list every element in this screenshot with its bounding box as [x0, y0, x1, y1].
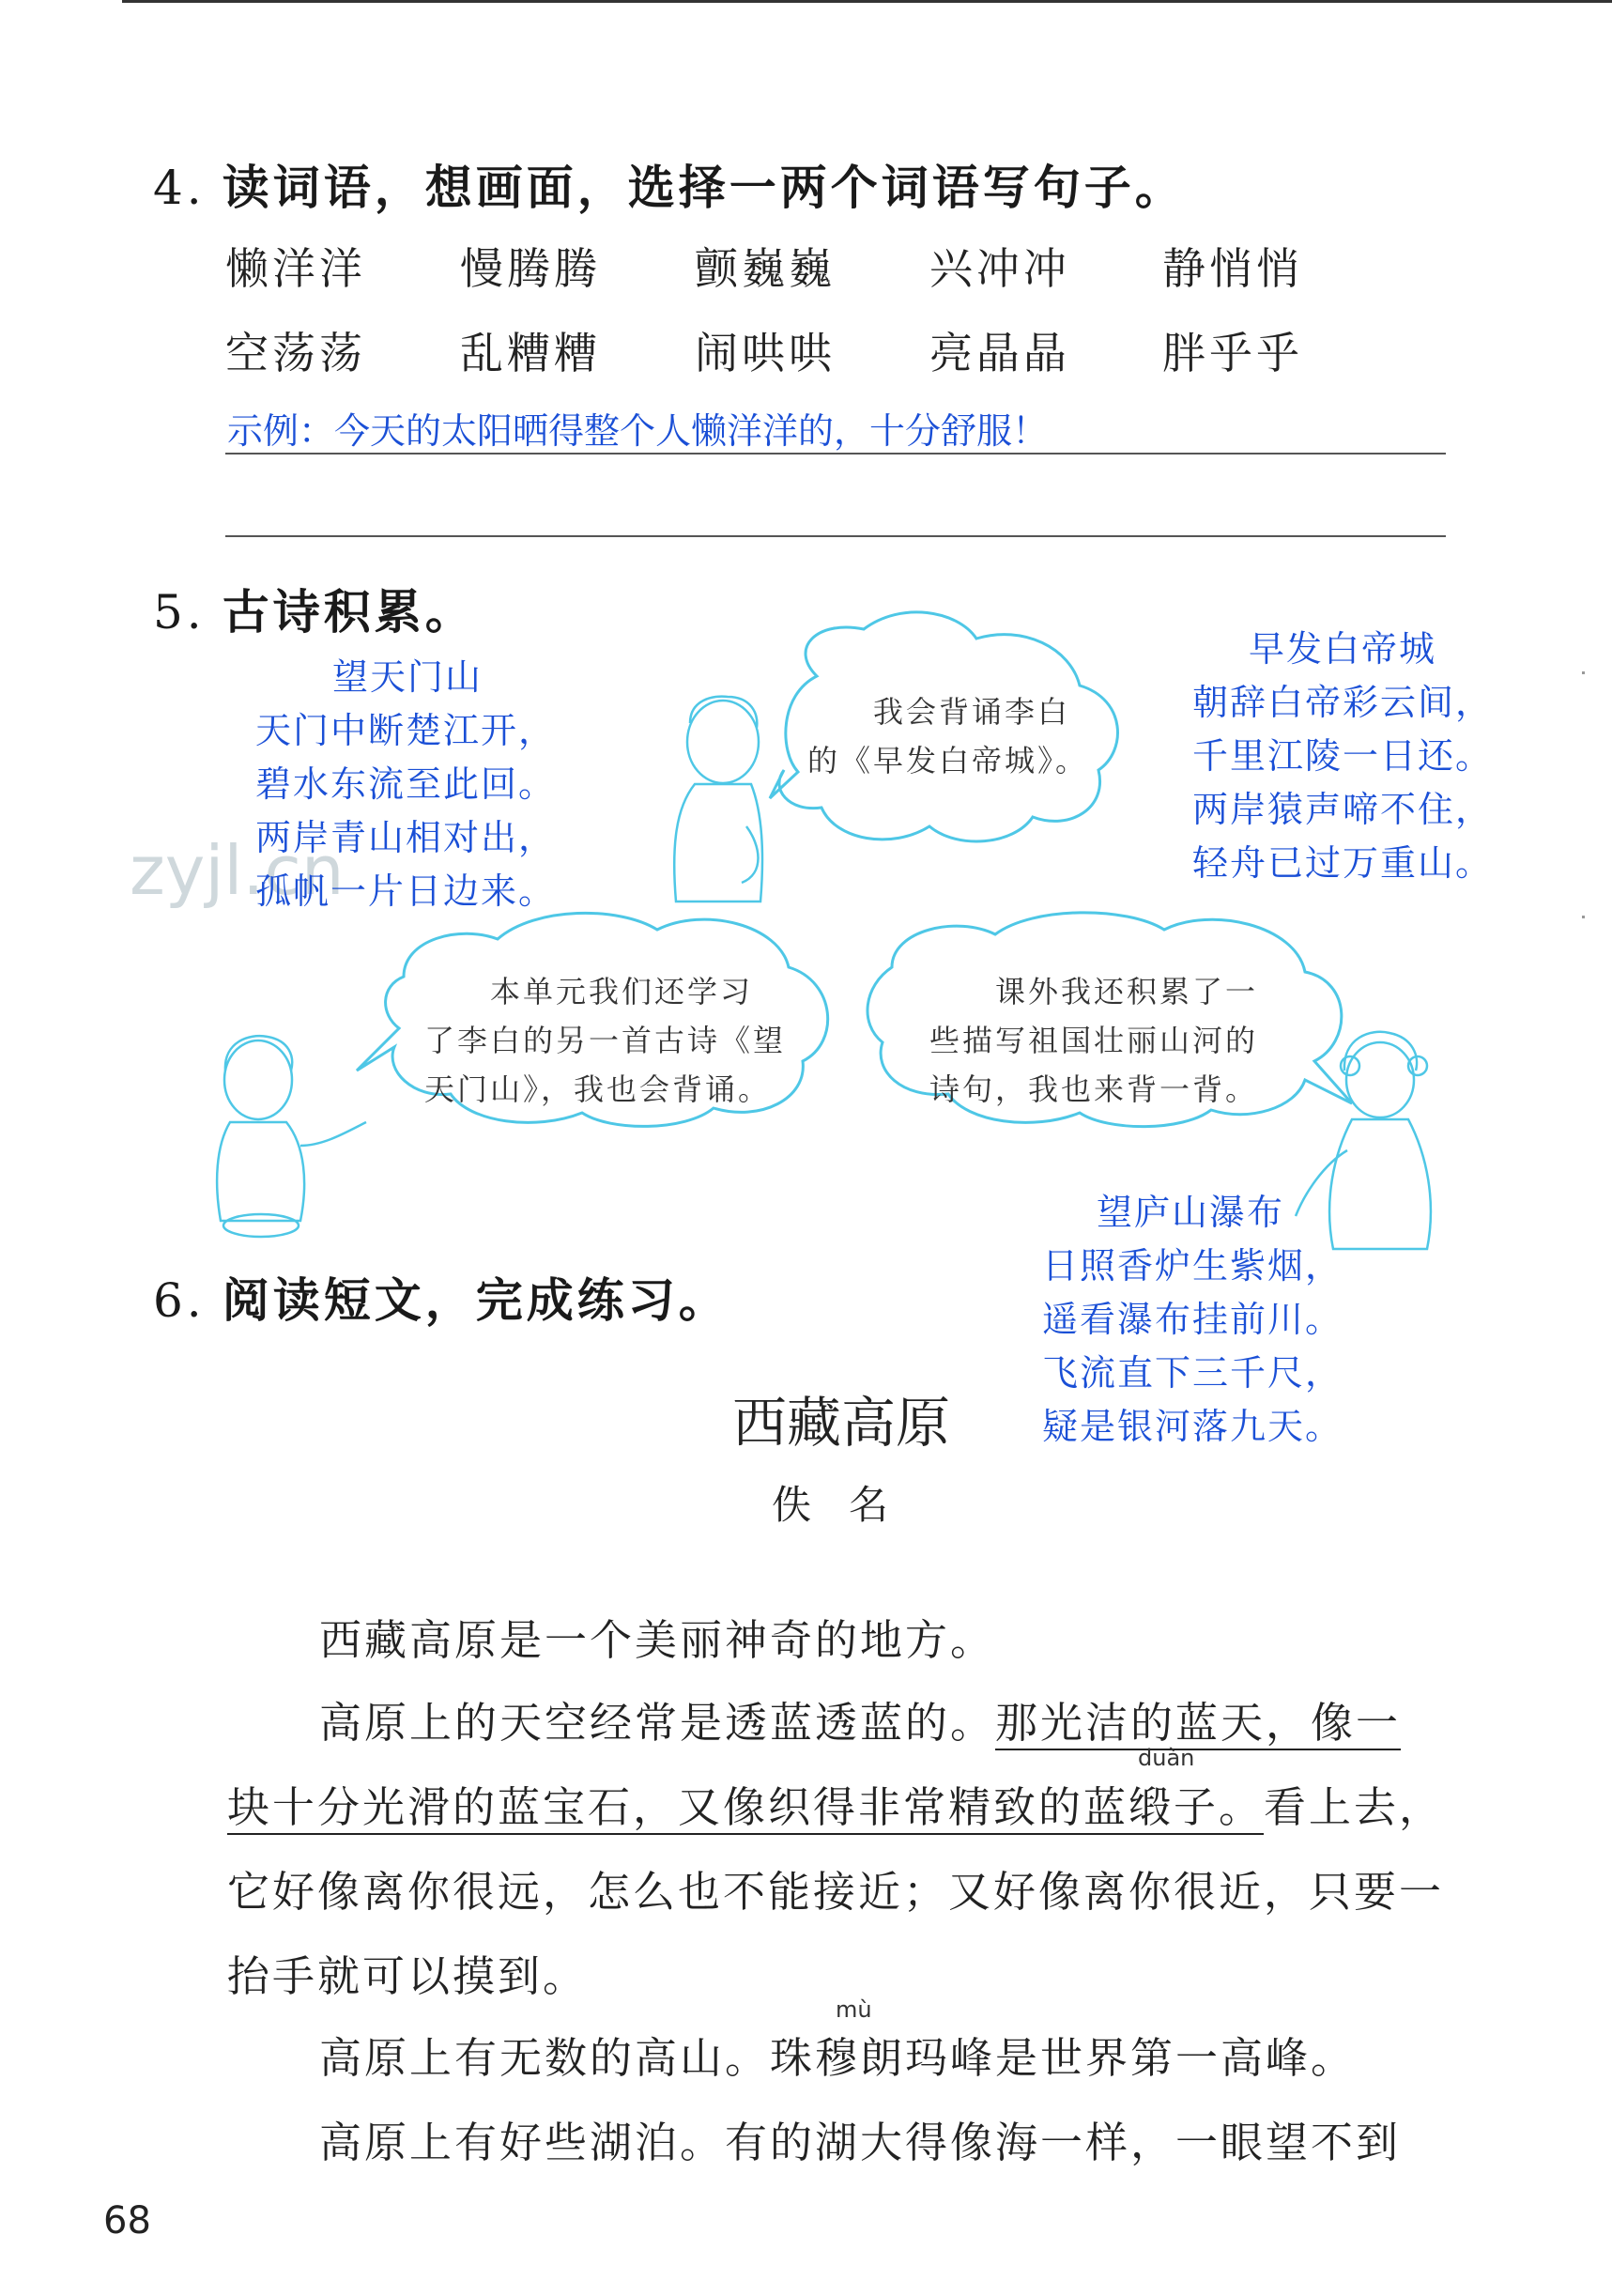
bubble-line: 些描写祖国壮丽山河的 [929, 1023, 1259, 1058]
bubble-line: 本单元我们还学习 [490, 974, 754, 1009]
poem-line: 飞流直下三千尺， [1042, 1352, 1343, 1394]
poem-line: 朝辞白帝彩云间， [1192, 682, 1494, 723]
poem-line: 千里江陵一日还。 [1192, 735, 1494, 777]
edge-mark [1582, 671, 1585, 674]
word-luanzaozao: 乱糟糟 [460, 328, 601, 378]
speech-bubble-top-text [807, 687, 1088, 785]
paragraph-3: 高原上有无数的高山。珠穆朗玛峰是世界第一高峰。 [319, 2033, 1357, 2083]
paragraph-2-text: 看上去， [1264, 1782, 1445, 1832]
question-6-text: 阅读短文，完成练习。 [222, 1272, 729, 1328]
question-6-title [153, 1263, 729, 1331]
pinyin-duan: duàn [1138, 1745, 1195, 1771]
paragraph-4: 高原上有好些湖泊。有的湖大得像海一样，一眼望不到 [319, 2118, 1402, 2167]
poem-line: 日照香炉生紫烟， [1042, 1245, 1343, 1287]
poem-line: 两岸猿声啼不住， [1192, 789, 1494, 830]
article-title: 西藏高原 [732, 1391, 951, 1455]
bubble-line: 天门山》，我也会背诵。 [424, 1071, 772, 1107]
word-jingqiaoqiao: 静悄悄 [1162, 243, 1303, 294]
question-4-text: 读词语，想画面，选择一两个词语写句子。 [222, 160, 1186, 215]
paragraph-2-line-4: 抬手就可以摸到。 [227, 1951, 589, 2001]
poem-line: 碧水东流至此回。 [255, 763, 557, 805]
word-panghuhu: 胖乎乎 [1162, 328, 1303, 378]
poem-title: 望天门山 [332, 656, 484, 698]
article-author: 佚名 [772, 1482, 927, 1528]
word-lanyangyang: 懒洋洋 [225, 243, 366, 294]
question-5-text: 古诗积累。 [222, 584, 476, 639]
question-4-number: 4. [153, 161, 206, 215]
speech-bubble-right-text [929, 967, 1258, 1114]
poem-line: 遥看瀑布挂前川。 [1042, 1299, 1343, 1340]
bubble-line: 我会背诵李白 [873, 694, 1071, 730]
watermark: zyjl.cn [130, 831, 345, 910]
word-kongdangdang: 空荡荡 [225, 328, 366, 378]
bubble-line: 的《早发白帝城》。 [807, 743, 1089, 778]
poem-wanglushanpubu [1042, 1186, 1343, 1454]
speech-bubble-left-text [424, 967, 786, 1114]
question-5-number: 5. [153, 585, 206, 639]
boy-top-figure [674, 697, 762, 901]
poem-title: 望庐山瀑布 [1097, 1192, 1285, 1233]
q4-answer: 示例：今天的太阳晒得整个人懒洋洋的，十分舒服！ [227, 410, 1049, 452]
boy-left-figure [217, 1036, 366, 1237]
bubble-line: 诗句，我也来背一背。 [929, 1071, 1259, 1107]
paragraph-2-line-1 [319, 1688, 1401, 1749]
pinyin-mu: mù [836, 1996, 872, 2023]
word-chanweiwei: 颤巍巍 [695, 243, 836, 294]
underlined-sentence: 块十分光滑的蓝宝石，又像织得非常精致的蓝缎子。 [227, 1782, 1265, 1832]
paragraph-2-text: 高原上的天空经常是透蓝透蓝的。 [319, 1698, 996, 1748]
underlined-sentence: 那光洁的蓝天，像一 [995, 1698, 1402, 1748]
poem-line: 疑是银河落九天。 [1042, 1406, 1343, 1447]
poem-line: 天门中断楚江开， [255, 710, 557, 751]
page-number: 68 [103, 2199, 151, 2242]
word-liangjingjing: 亮晶晶 [929, 328, 1070, 378]
bubble-line: 课外我还积累了一 [995, 974, 1259, 1009]
poem-line: 轻舟已过万重山。 [1192, 842, 1494, 884]
poem-title: 早发白帝城 [1249, 628, 1437, 670]
edge-mark [1582, 916, 1585, 918]
word-xingchongchong: 兴冲冲 [929, 243, 1070, 294]
poem-zaofabaidicheng [1192, 623, 1493, 890]
word-mantengteng: 慢腾腾 [460, 243, 601, 294]
poem-line: 两岸青山相对出， [255, 817, 557, 858]
poem-line: 孤帆一片日边来。 [255, 871, 557, 912]
paragraph-2-line-3: 它好像离你很远，怎么也不能接近；又好像离你很近，只要一 [227, 1867, 1445, 1917]
paragraph-2-line-2 [227, 1773, 1444, 1834]
paragraph-1: 西藏高原是一个美丽神奇的地方。 [319, 1615, 996, 1665]
bubble-line: 了李白的另一首古诗《望 [424, 1023, 787, 1058]
question-6-number: 6. [153, 1273, 206, 1328]
word-naohonghong: 闹哄哄 [695, 328, 836, 378]
poem-wangtianmenshan [255, 651, 556, 918]
